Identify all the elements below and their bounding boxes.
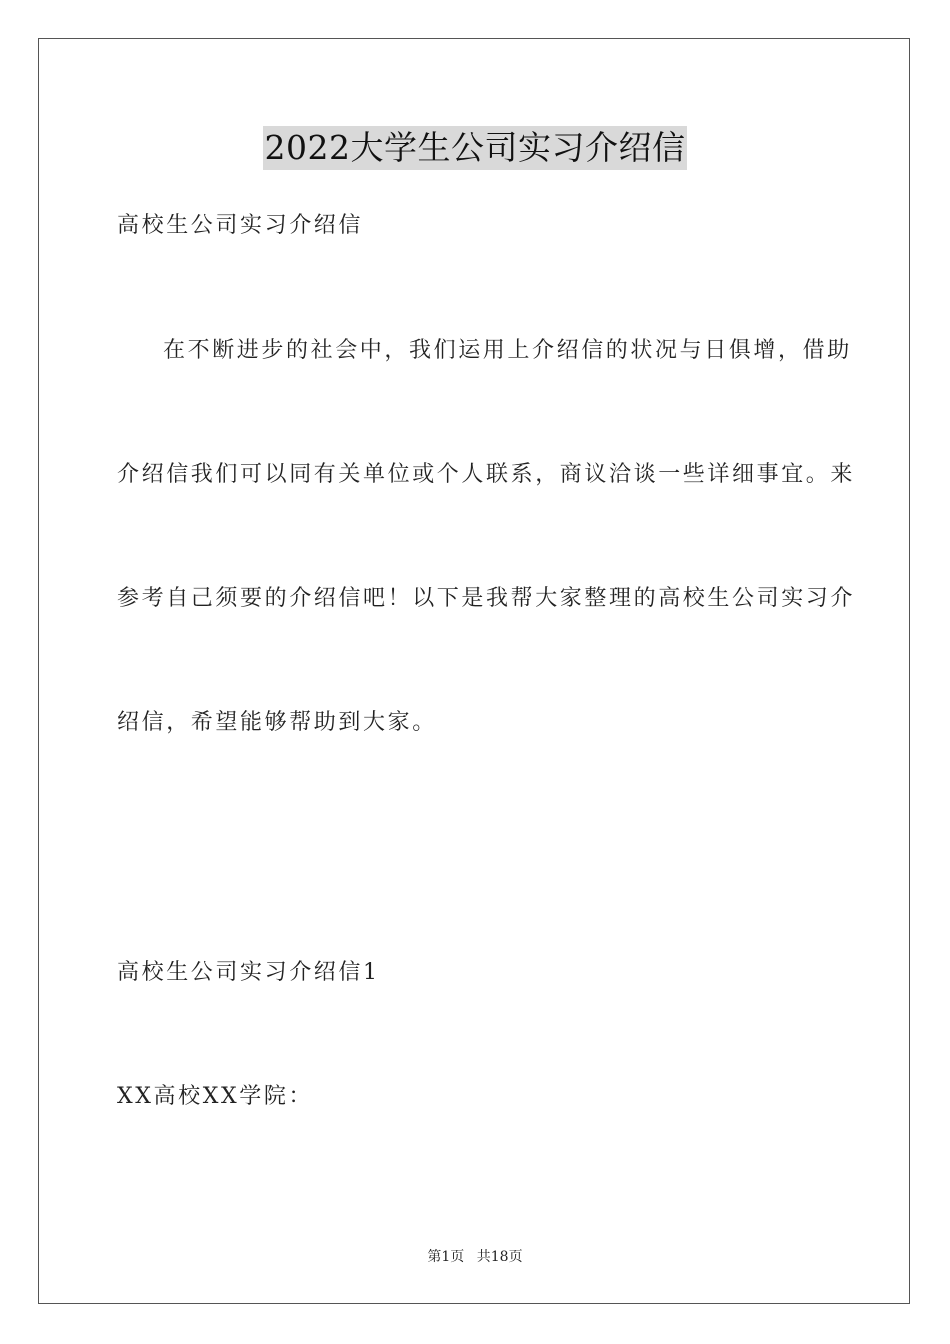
title-container	[0, 126, 950, 170]
document-title: 2022大学生公司实习介绍信	[263, 126, 688, 170]
salutation: XX高校XX学院：	[117, 1084, 314, 1109]
document-subtitle: 高校生公司实习介绍信	[117, 213, 364, 238]
section-heading: 高校生公司实习介绍信1	[117, 960, 380, 985]
page-total: 共18页	[476, 1249, 523, 1265]
page-footer	[0, 1248, 950, 1266]
page-number: 第1页	[427, 1249, 465, 1265]
intro-line-2: 介绍信我们可以同有关单位或个人联系，商议洽谈一些详细事宜。来	[117, 462, 856, 487]
intro-line-4: 绍信，希望能够帮助到大家。	[117, 710, 437, 735]
intro-line-1: 在不断进步的社会中，我们运用上介绍信的状况与日俱增，借助	[163, 338, 852, 363]
intro-line-3: 参考自己须要的介绍信吧！以下是我帮大家整理的高校生公司实习介	[117, 586, 856, 611]
